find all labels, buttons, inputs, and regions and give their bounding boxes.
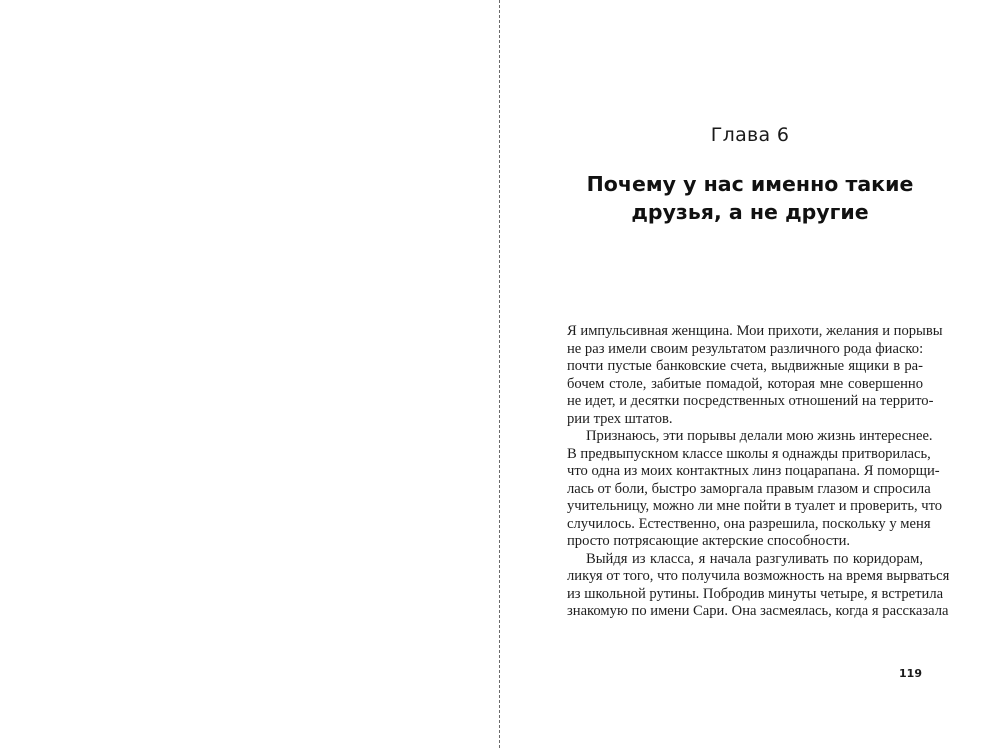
body-text — [567, 323, 950, 621]
text-line: бочем столе, забитые помадой, которая мне совершенно — [567, 375, 923, 392]
chapter-label: Глава 6 — [710, 124, 790, 146]
text-line: знакомую по имени Сари. Она засмеялась, когда я рассказала — [567, 603, 949, 619]
chapter-title-line: Почему у нас именно такие — [586, 172, 914, 196]
chapter-title — [530, 170, 970, 226]
text-line: из школьной рутины. Побродив минуты четыре, я встретила — [567, 585, 944, 602]
text-line: случилось. Естественно, она разрешила, поскольку у меня — [567, 515, 931, 532]
text-line: рии трех штатов. — [567, 410, 673, 427]
page-number: 119 — [899, 667, 922, 680]
text-line: не идет, и десятки посредственных отношений на террито- — [567, 393, 934, 409]
text-line: что одна из моих контактных линз поцарапана. Я поморщи- — [567, 463, 940, 479]
text-line: ликуя от того, что получила возможность на время вырваться — [567, 568, 950, 584]
text-line: не раз имели своим результатом различного рода фиаско: — [567, 340, 924, 357]
text-line: Я импульсивная женщина. Мои прихоти, желания и порывы — [567, 323, 943, 339]
text-line: почти пустые банковские счета, выдвижные ящики в ра- — [567, 358, 923, 374]
text-line: просто потрясающие актерские способности. — [567, 533, 851, 549]
text-line: Выйдя из класса, я начала разгуливать по коридорам, — [586, 550, 923, 567]
right-page — [500, 0, 1000, 748]
left-page-blank — [0, 0, 499, 748]
text-line: учительницу, можно ли мне пойти в туалет и проверить, что — [567, 498, 943, 514]
text-line: В предвыпускном классе школы я однажды притворилась, — [567, 445, 931, 462]
text-line: лась от боли, быстро заморгала правым глазом и спросила — [567, 480, 931, 497]
text-line: Признаюсь, эти порывы делали мою жизнь интереснее. — [586, 428, 933, 444]
chapter-title-line: друзья, а не другие — [631, 200, 869, 224]
